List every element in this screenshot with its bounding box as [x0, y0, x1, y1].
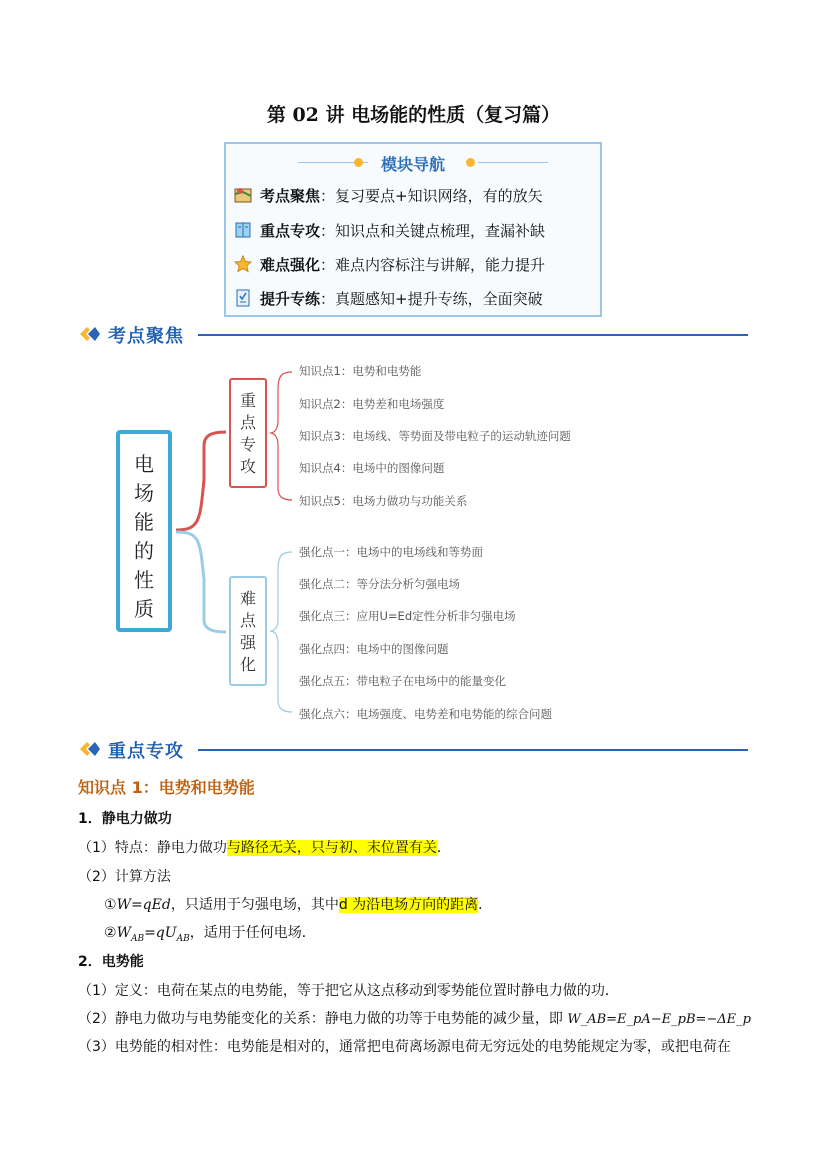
mindmap-leaf: 知识点5：电场力做功与功能关系 [299, 494, 468, 508]
section-title: 考点聚焦 [108, 326, 184, 347]
mindmap-leaf: 强化点五：带电粒子在电场中的能量变化 [299, 674, 506, 688]
subsection-title: 1．静电力做功 [78, 811, 172, 827]
formula: $W_{AB}=qU_{AB}$ [116, 925, 190, 944]
mindmap-leaf: 强化点四：电场中的图像问题 [299, 642, 449, 656]
section-title: 重点专攻 [108, 741, 184, 762]
nav-item-text: 难点内容标注与讲解，能力提升 [335, 255, 546, 274]
nav-item-text: 知识点和关键点梳理，查漏补缺 [335, 221, 546, 240]
nav-item-text: 复习要点+知识网络，有的放矢 [335, 186, 543, 205]
formula: W=qEd [116, 897, 171, 913]
highlight: 与路径无关，只与初、末位置有关 [226, 840, 437, 856]
mindmap-leaf: 知识点4：电场中的图像问题 [299, 461, 445, 475]
formula-line: $②W_{AB}=qU_{AB}$，适用于任何电场． [104, 925, 316, 944]
subsection-title: 2．电势能 [78, 954, 144, 970]
paragraph: （1）定义：电荷在某点的电势能，等于把它从这点移动到零势能位置时静电力做的功． [78, 983, 619, 999]
paragraph: （3）电势能的相对性：电势能是相对的，通常把电荷离场源电荷无穷远处的电势能规定为零，或把电荷在 [78, 1039, 731, 1055]
mindmap-leaf: 强化点一：电场中的电场线和等势面 [299, 545, 483, 559]
mindmap-root-text: 电 场 能 的 性 质 [134, 452, 154, 621]
knowledge-point-title: 知识点 1：电势和电势能 [78, 778, 255, 797]
nav-item-key-points: 重点专攻 ： 知识点和关键点梳理，查漏补缺 [234, 217, 545, 243]
formula-line: ①W=qEd，只适用于匀强电场，其中d 为沿电场方向的距离． [104, 897, 493, 913]
paragraph: （2）静电力做功与电势能变化的关系：静电力做的功等于电势能的减少量，即 W_AB=E_pA−E_pB=−ΔE_p [78, 1011, 751, 1027]
nav-title: 模块导航 [380, 155, 445, 174]
mindmap-leaf: 强化点六：电场强度、电势差和电势能的综合问题 [299, 707, 552, 721]
nav-item-focus: 考点聚焦 ： 复习要点+知识网络，有的放矢 [234, 182, 543, 208]
mindmap-leaf: 强化点二：等分法分析匀强电场 [299, 577, 460, 591]
nav-item-key: 难点强化 [260, 255, 321, 274]
mindmap-branch-difficult: 难 点 强 化 [229, 576, 267, 686]
nav-item-difficult: 难点强化 ： 难点内容标注与讲解，能力提升 [234, 251, 545, 277]
section-header-key [78, 737, 748, 761]
nav-item-text: 真题感知+提升专练，全面突破 [335, 289, 543, 308]
nav-item-key: 提升专练 [260, 289, 321, 308]
nav-item-practice: 提升专练 ： 真题感知+提升专练，全面突破 [234, 285, 543, 311]
page-title: 第 02 讲 电场能的性质（复习篇） [266, 104, 561, 126]
mindmap-leaf: 强化点三：应用U=Ed定性分析非匀强电场 [299, 609, 516, 623]
paragraph: （2）计算方法 [78, 869, 171, 885]
mindmap-leaf: 知识点3：电场线、等势面及带电粒子的运动轨迹问题 [299, 429, 571, 443]
formula: W_AB=E_pA−E_pB=−ΔE_p [567, 1012, 751, 1027]
nav-item-key: 考点聚焦 [260, 186, 321, 205]
mindmap-branch-key: 重 点 专 攻 [229, 378, 267, 488]
section-divider [198, 749, 748, 751]
mindmap-leaf: 知识点2：电势差和电场强度 [299, 397, 445, 411]
highlight: d 为沿电场方向的距离 [338, 897, 479, 913]
nav-item-key: 重点专攻 [260, 221, 321, 240]
paragraph: （1）特点：静电力做功与路径无关，只与初、末位置有关． [78, 840, 451, 856]
chevron-icon [78, 739, 102, 759]
mindmap-leaf: 知识点1：电势和电势能 [299, 364, 422, 378]
